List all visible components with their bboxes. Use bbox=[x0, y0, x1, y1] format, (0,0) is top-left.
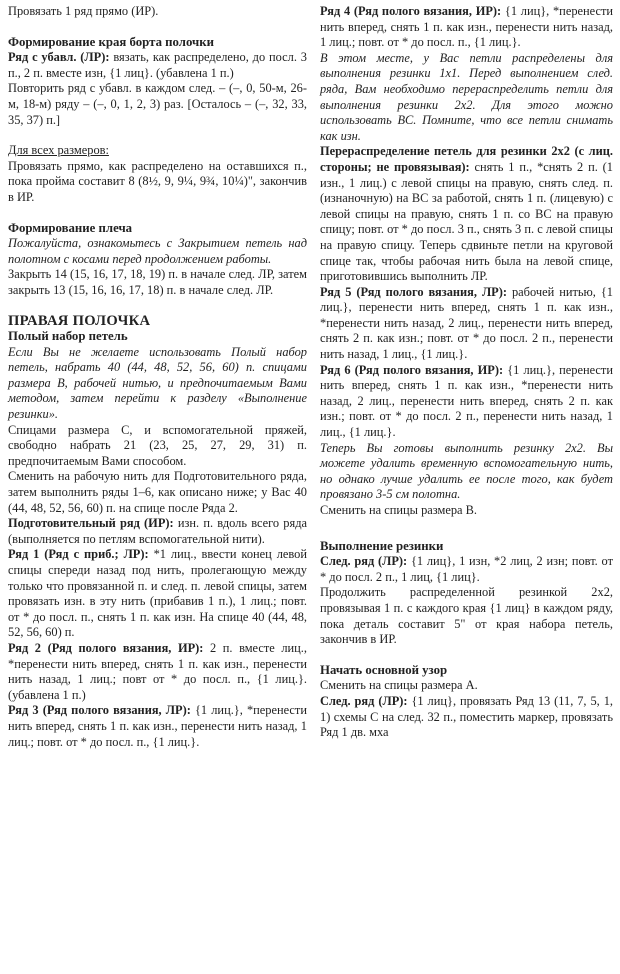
row-text: {1 лиц}, *перенести нить вперед, снять 1 п. как изн., перенести нить назад, 1 лиц.; повт. от * до посл. п., {1 лиц.}. bbox=[320, 4, 613, 50]
row-label: Перераспределение петель для резинки 2x2 (с лиц. стороны; не провязывая): bbox=[320, 144, 613, 174]
paragraph bbox=[320, 363, 613, 441]
row-text: {1 лиц}, провязать Ряд 13 (11, 7, 5, 1, 1) схемы C на след. 32 п., поместить маркер, провязать Ряд 1 дв. мха bbox=[320, 693, 613, 740]
row-label: След. ряд (ЛР): bbox=[320, 693, 408, 708]
paragraph: Повторить ряд с убавл. в каждом след. – (–, 0, 50-м, 26-м, 18-м) ряду – (–, 0, 1, 2, 3) раз. [Осталось – (–, 32, 33, 35, 37) п.] bbox=[8, 81, 307, 127]
row-text: рабочей нитью, {1 лиц.}, перенести нить вперед, снять 1 п. как изн., *перенести нить назад, 2 лиц., перенести нить вперед, снять 2 п. как изн.; повт. от * до посл. 2 п., перенести нить назад, 1 лиц., {1 лиц.}. bbox=[320, 284, 613, 362]
paragraph: Сменить на спицы размера A. bbox=[320, 678, 478, 693]
paragraph: Провязать прямо, как распределено на оставшихся п., пока пройма составит 8 (8½, 9, 9¼, 9¾, 10¼)", закончив в ИР. bbox=[8, 158, 307, 204]
row-label: След. ряд (ЛР): bbox=[320, 554, 408, 569]
paragraph: Провязать 1 ряд прямо (ИР). bbox=[8, 4, 159, 18]
paragraph bbox=[320, 554, 613, 585]
paragraph bbox=[8, 703, 307, 750]
row-label: Ряд 6 (Ряд полого вязания, ИР): bbox=[320, 362, 504, 377]
paragraph bbox=[8, 547, 307, 641]
row-label: Ряд 2 (Ряд полого вязания, ИР): bbox=[8, 640, 204, 655]
paragraph bbox=[320, 144, 613, 284]
section-heading: Выполнение резинки bbox=[320, 538, 444, 553]
section-heading: Формирование края борта полочки bbox=[8, 34, 214, 49]
paragraph: Закрыть 14 (15, 16, 17, 18, 19) п. в начале след. ЛР, затем закрыть 13 (15, 16, 16, 17, 18) п. в начале след. ЛР. bbox=[8, 267, 307, 297]
row-text: {1 лиц.}, перенести нить вперед, снять 1 п. как изн., *перенести нить назад, 2 лиц., перенести нить вперед, снять 2 п. как изн.; повт. от * до посл. 2 п., перенести нить назад, 1 лиц., {1 лиц.}. bbox=[320, 362, 613, 440]
row-label: Ряд 4 (Ряд полого вязания, ИР): bbox=[320, 4, 502, 18]
paragraph bbox=[8, 50, 307, 81]
section-heading: Полый набор петель bbox=[8, 329, 128, 344]
italic-note: В этом месте, у Вас петли распределены для выполнения резинки 1x1. Перед выполнением след. ряда, Вам необходимо перераспределить петли для выполнения резинки 2x2. Для этого можно использовать BC. Помните, что все петли снимать как изн. bbox=[320, 50, 613, 143]
right-column bbox=[320, 4, 613, 741]
paragraph bbox=[320, 285, 613, 363]
left-column bbox=[8, 4, 307, 750]
paragraph bbox=[8, 516, 307, 547]
row-text: {1 лиц.}, *перенести нить вперед, снять 1 п. как изн., перенести нить назад, 1 лиц.; повт. от * до посл. п., {1 лиц.}. bbox=[8, 703, 307, 749]
row-text: {1 лиц}, 1 изн, *2 лиц, 2 изн; повт. от * до посл. 2 п., 1 лиц, {1 лиц}. bbox=[320, 554, 613, 584]
paragraph: Продолжить распределенной резинкой 2x2, провязывая 1 п. с каждого края {1 лиц} в каждом ряду, пока деталь составит 5" от края набора петель, закончив в ИР. bbox=[320, 585, 613, 647]
row-label: Ряд 1 (Ряд с приб.; ЛР): bbox=[8, 547, 149, 562]
paragraph bbox=[8, 641, 307, 703]
row-text: изн. п. вдоль всего ряда (выполняется по петлям вспомогательной нити). bbox=[8, 516, 308, 546]
section-heading: Формирование плеча bbox=[8, 220, 133, 235]
italic-note: Если Вы не желаете использовать Полый набор петель, набрать 40 (44, 48, 52, 56, 60) п. спицами размера B, рабочей нитью, и предпочитаемым Вами методом, затем перейти к разделу «Выполнение резинки». bbox=[8, 344, 307, 422]
paragraph: Сменить на спицы размера B. bbox=[320, 503, 477, 517]
part-title: ПРАВАЯ ПОЛОЧКА bbox=[8, 312, 151, 329]
row-label: Ряд 5 (Ряд полого вязания, ЛР): bbox=[320, 284, 507, 299]
row-text: вязать, как распределено, до посл. 3 п., 2 п. вместе изн, {1 лиц}. (убавлена 1 п.) bbox=[8, 50, 307, 80]
italic-note: Теперь Вы готовы выполнить резинку 2x2. Вы можете удалить временную вспомогательную нить, но однако лучше удалить ее после того, как будет провязано 3-5 см полотна. bbox=[320, 440, 613, 502]
paragraph: Сменить на рабочую нить для Подготовительного ряда, затем выполнить ряды 1–6, как описано ниже; у Вас 40 (44, 48, 52, 56, 60) п. на спице после Ряда 2. bbox=[8, 469, 307, 515]
row-text: снять 1 п., *снять 2 п. (1 изн., 1 лиц.) с левой спицы на правую, снять след. п. (изнаночную) на BC за работой, снять 1 п. (лицевую) с левой спицы на правую, снять 1 п. со BC на правую спицу; повт. от * до посл. 3 п., снять 3 п. с левой спицы на правую спицу. Теперь сдвиньте петли на круговой спице так, чтобы рабочая нить была на левой спице, приготовившись выполнить ЛР. bbox=[320, 159, 614, 284]
paragraph: Спицами размера C, и вспомогательной пряжей, свободно набрать 21 (23, 25, 27, 29, 31) п. предпочитаемым Вами способом. bbox=[8, 422, 307, 468]
row-text: 2 п. вместе лиц., *перенести нить вперед, снять 1 п. как изн., перенести нить назад, 1 лиц.; повт от * до посл. п., {1 лиц.}. (убавлена 1 п.) bbox=[8, 640, 307, 702]
row-text: *1 лиц., ввести конец левой спицы спереди назад под нить, пролегающую между только что провязанной п. и след. п. левой спицы, затем провязать изн. в эту нить (прибавив 1 п.), 1 лиц.; повт. от * до посл. п., снять 1 п. как изн. На спице 40 (44, 48, 52, 56, 60) п. bbox=[8, 547, 307, 640]
paragraph bbox=[8, 143, 307, 159]
italic-note: Пожалуйста, ознакомьтесь с Закрытием петель над полотном с косами перед продолжением работы. bbox=[8, 236, 307, 266]
underlined-label: Для всех размеров: bbox=[8, 143, 109, 158]
section-heading: Начать основной узор bbox=[320, 662, 448, 677]
row-label: Ряд с убавл. (ЛР): bbox=[8, 50, 110, 65]
row-label: Ряд 3 (Ряд полого вязания, ЛР): bbox=[8, 703, 191, 718]
paragraph bbox=[320, 4, 613, 51]
paragraph bbox=[320, 694, 613, 741]
row-label: Подготовительный ряд (ИР): bbox=[8, 516, 174, 531]
